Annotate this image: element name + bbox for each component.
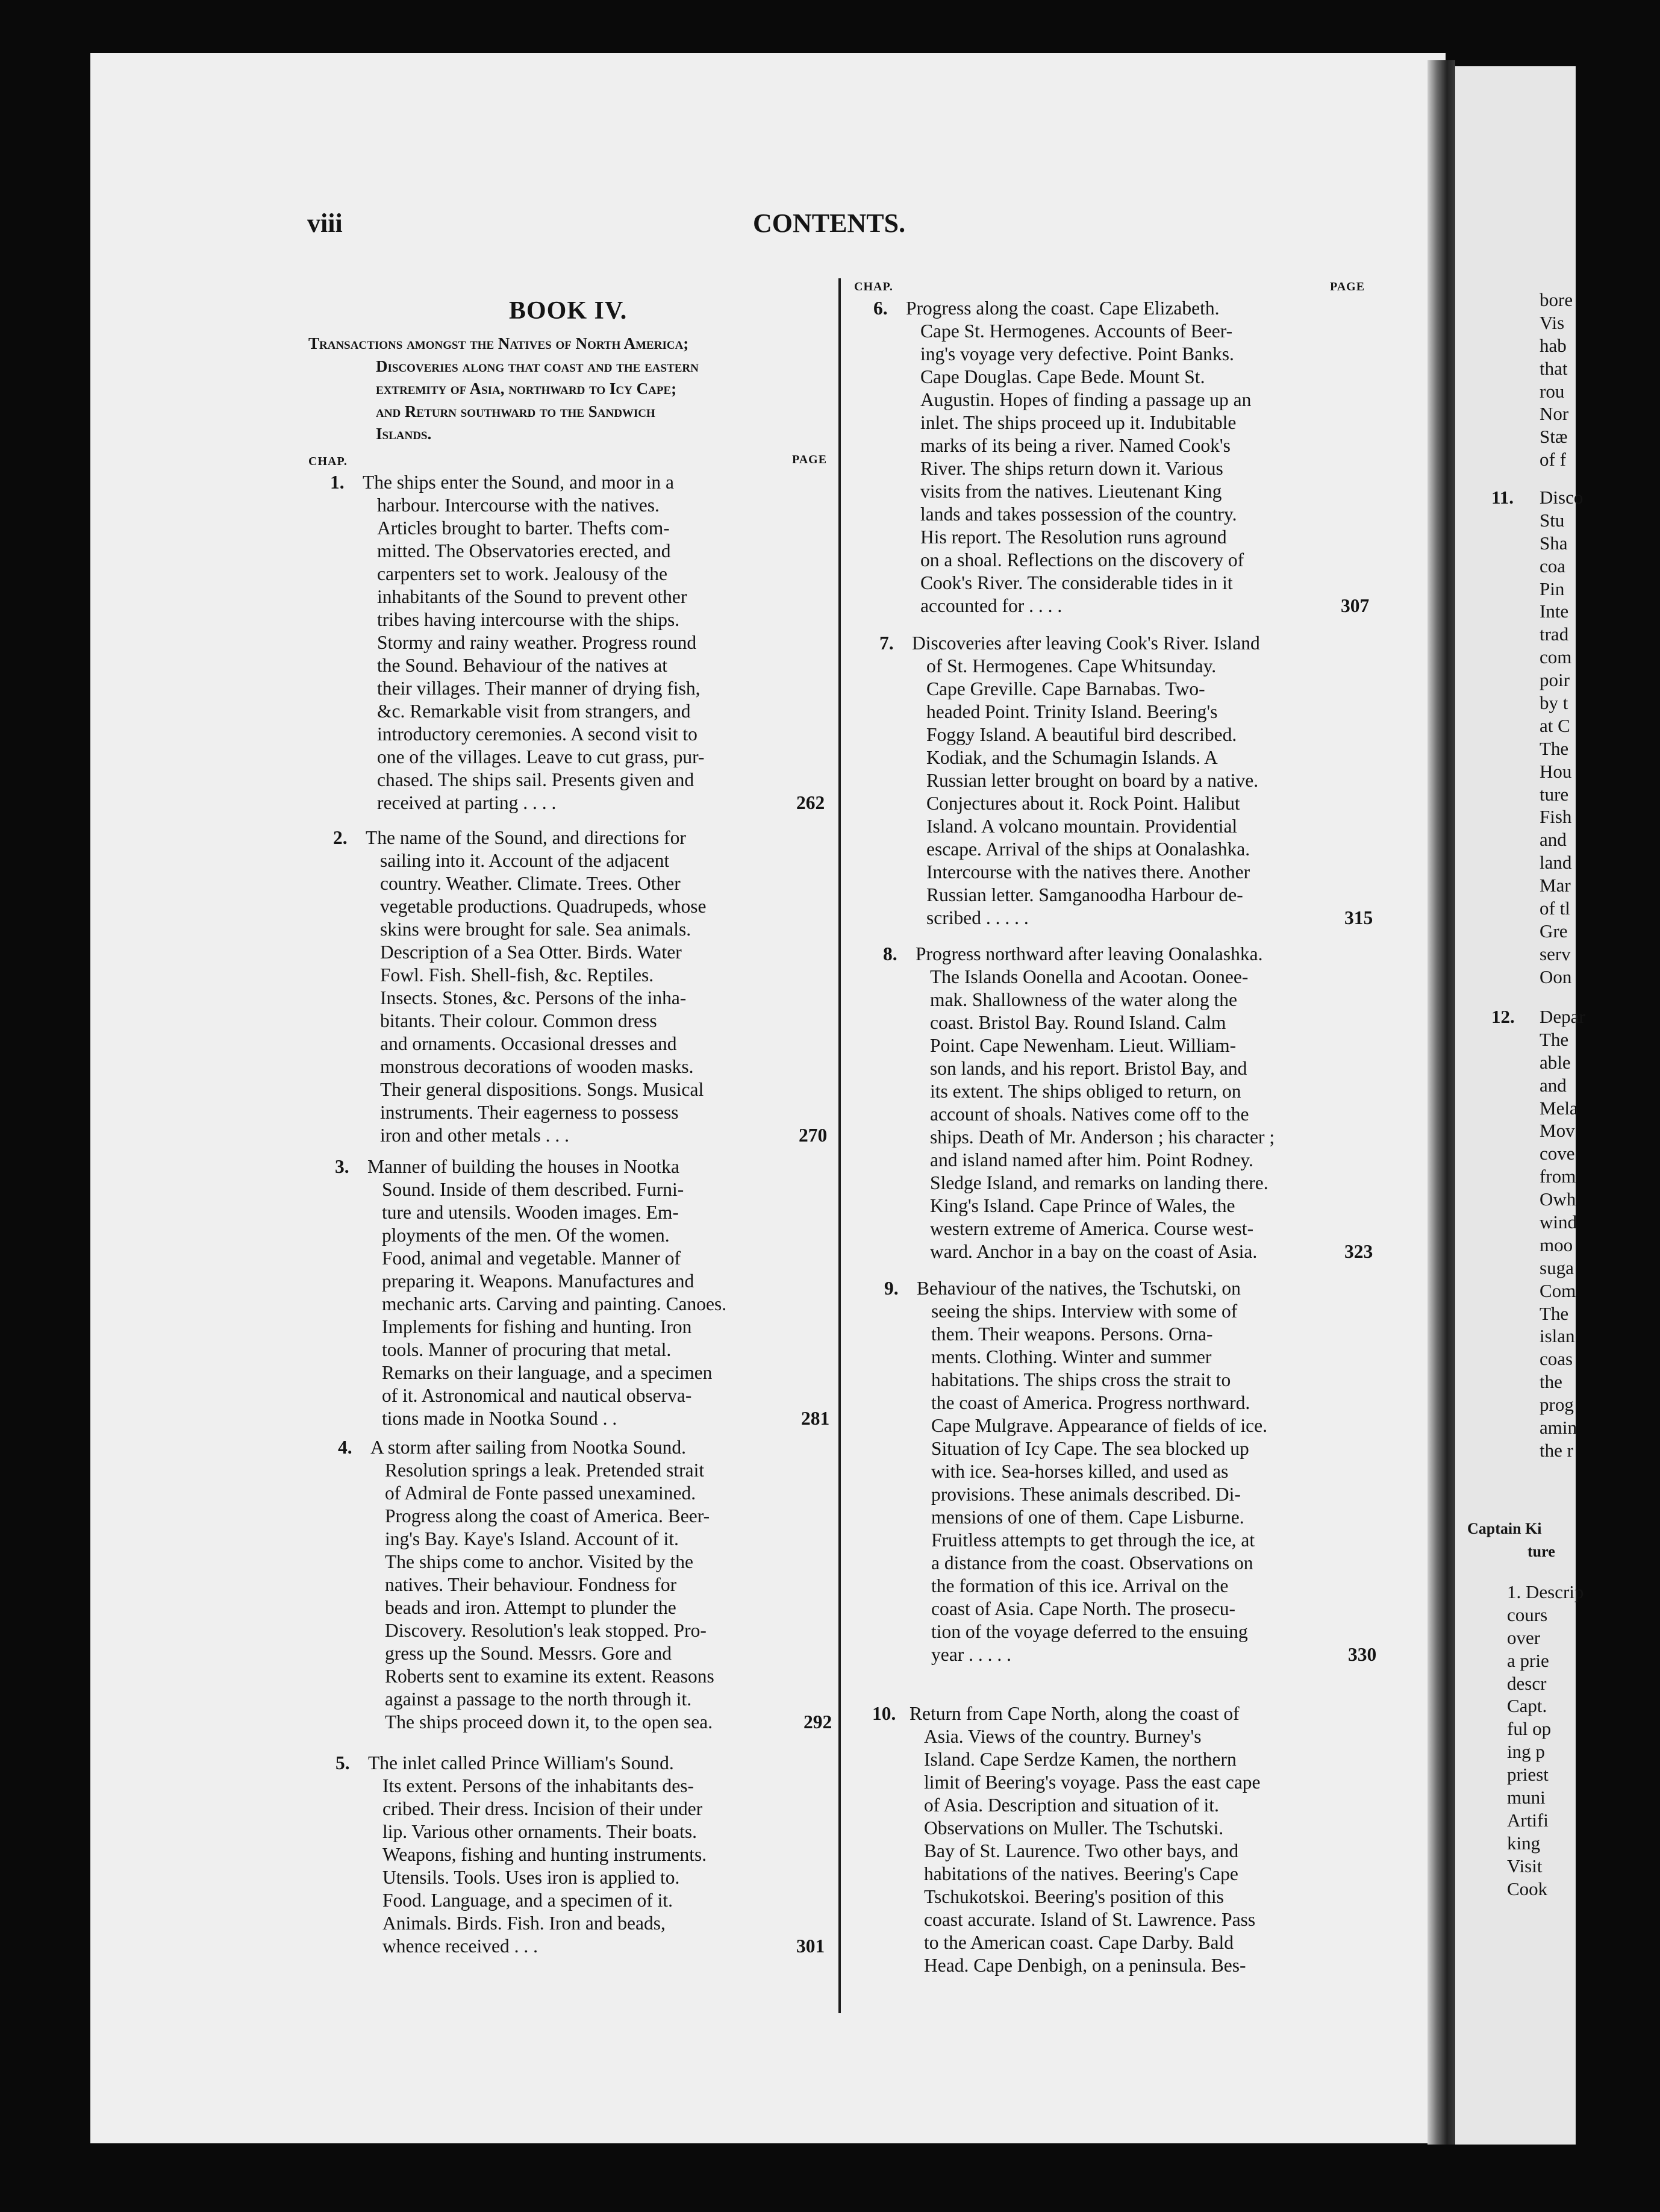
chapter-line: Sledge Island, and remarks on landing there. [930, 1172, 1268, 1193]
facing-page-line: trad [1540, 623, 1569, 645]
chapter-line: The ships come to anchor. Visited by the [385, 1551, 693, 1572]
chapter-line: carpenters set to work. Jealousy of the [377, 563, 667, 584]
chapter-line: Augustin. Hopes of finding a passage up an [920, 389, 1252, 410]
facing-chapter-number: 12. [1491, 1006, 1515, 1027]
chapter-line: Island. Cape Serdze Kamen, the northern [924, 1749, 1237, 1770]
chapter-line: Asia. Views of the country. Burney's [924, 1726, 1202, 1747]
column-divider [838, 278, 841, 2013]
facing-page-line: rou [1540, 380, 1565, 402]
facing-page-line: ture [1540, 783, 1569, 805]
chapter-line: Progress along the coast of America. Beer- [385, 1505, 710, 1526]
chapter-line: Stormy and rainy weather. Progress round [377, 632, 697, 653]
facing-page-line: descr [1507, 1672, 1547, 1694]
chapter-line: Cape Mulgrave. Appearance of fields of ice. [931, 1415, 1268, 1436]
chapter-line: escape. Arrival of the ships at Oonalashka. [926, 839, 1250, 860]
chapter-line: instruments. Their eagerness to possess [380, 1102, 679, 1123]
chapter-line: Cape St. Hermogenes. Accounts of Beer- [920, 320, 1233, 342]
chapter-line: Conjectures about it. Rock Point. Halibut [926, 793, 1240, 814]
chapter-line: received at parting . . . . [377, 792, 557, 813]
chapter-line: account of shoals. Natives come off to the [930, 1104, 1249, 1125]
chapter-line: and island named after him. Point Rodney. [930, 1149, 1253, 1170]
facing-page-text [1540, 487, 1660, 989]
chapter-line: beads and iron. Attempt to plunder the [385, 1597, 676, 1618]
chapter-line: &c. Remarkable visit from strangers, and [377, 701, 691, 722]
chapter-line: Manner of building the houses in Nootka [367, 1156, 679, 1177]
chapter-line: seeing the ships. Interview with some of [931, 1301, 1238, 1322]
chapter-line: Sound. Inside of them described. Furni- [382, 1179, 684, 1200]
book-description-line: Transactions amongst the Natives of North America; [308, 334, 689, 352]
facing-page-line: Artifi [1507, 1809, 1549, 1831]
facing-page-line: cours [1507, 1604, 1548, 1625]
chapter-line: western extreme of America. Course west- [930, 1218, 1254, 1239]
chapter-line: limit of Beering's voyage. Pass the east cape [924, 1772, 1261, 1793]
facing-page-heading [1467, 1518, 1588, 1564]
chapter-line: Description of a Sea Otter. Birds. Water [380, 942, 682, 963]
chapter-line: River. The ships return down it. Various [920, 458, 1223, 479]
facing-page-line: prog [1540, 1394, 1574, 1416]
facing-page-line: Oon [1540, 966, 1572, 987]
chapter-line: Fruitless attempts to get through the ice, at [931, 1529, 1255, 1551]
chapter-line: coast of Asia. Cape North. The prosecu- [931, 1598, 1236, 1619]
facing-page-line: Vis [1540, 311, 1565, 333]
chapter-page-number: 307 [1341, 595, 1370, 616]
facing-page-line: coa [1540, 555, 1566, 576]
chapter-line: ployments of the men. Of the women. [382, 1225, 670, 1246]
chapter-line: visits from the natives. Lieutenant King [920, 481, 1222, 502]
chapter-line: skins were brought for sale. Sea animals. [380, 919, 691, 940]
facing-page-line: a prie [1507, 1649, 1549, 1671]
chapter-line: tions made in Nootka Sound . . [382, 1408, 617, 1429]
chapter-number: 1. [330, 472, 345, 493]
chapter-line: Remarks on their language, and a specimen [382, 1362, 713, 1383]
facing-page-line: Inte [1540, 601, 1569, 622]
chapter-line: ments. Clothing. Winter and summer [931, 1346, 1212, 1367]
facing-page-line: Com [1540, 1279, 1576, 1301]
chapter-line: the Sound. Behaviour of the natives at [377, 655, 668, 676]
chapter-line: a distance from the coast. Observations on [931, 1552, 1253, 1573]
facing-page-line: Mela [1540, 1097, 1578, 1119]
chapter-line: King's Island. Cape Prince of Wales, the [930, 1195, 1235, 1216]
facing-page-line: ful op [1507, 1718, 1552, 1740]
chapter-page-number: 315 [1344, 907, 1373, 928]
chapter-line: the formation of this ice. Arrival on the [931, 1575, 1229, 1596]
chapter-line: to the American coast. Cape Darby. Bald [924, 1932, 1234, 1953]
chap-label-left: CHAP. [308, 455, 348, 468]
facing-page-line: Depar [1540, 1006, 1585, 1027]
chapter-line: lands and takes possession of the country. [920, 504, 1237, 525]
facing-page-line: com [1540, 646, 1572, 668]
chapter-line: lip. Various other ornaments. Their boats. [382, 1821, 697, 1842]
facing-page-line: able [1540, 1051, 1571, 1073]
chapter-line: Point. Cape Newenham. Lieut. William- [930, 1035, 1237, 1056]
chapter-line: iron and other metals . . . [380, 1125, 570, 1146]
chapter-line: The Islands Oonella and Acootan. Oonee- [930, 966, 1249, 987]
facing-page-line: Pin [1540, 578, 1565, 599]
chapter-line: Discoveries after leaving Cook's River. Island [912, 633, 1260, 654]
chapter-entry [338, 1436, 832, 1734]
chapter-line: The name of the Sound, and directions for [366, 827, 686, 848]
page-number: viii [307, 208, 343, 238]
chapter-line: Progress along the coast. Cape Elizabeth. [906, 298, 1220, 319]
chapter-line: of Asia. Description and situation of it. [924, 1795, 1219, 1816]
facing-page-line: ing p [1507, 1741, 1545, 1763]
chapter-entry [333, 826, 828, 1147]
chapter-line: mechanic arts. Carving and painting. Canoes. [382, 1293, 727, 1314]
chapter-line: the coast of America. Progress northward. [931, 1392, 1250, 1413]
chapter-line: habitations. The ships cross the strait to [931, 1369, 1231, 1390]
chapter-line: against a passage to the north through it. [385, 1689, 692, 1710]
chapter-line: coast. Bristol Bay. Round Island. Calm [930, 1012, 1226, 1033]
chapter-line: Head. Cape Denbigh, on a peninsula. Bes- [924, 1955, 1246, 1976]
chapter-line: Discovery. Resolution's leak stopped. Pro- [385, 1620, 707, 1641]
chapter-entry [883, 943, 1373, 1263]
chapter-line: Bay of St. Laurence. Two other bays, and [924, 1840, 1239, 1861]
facing-page-line: of tl [1540, 898, 1570, 919]
chapter-line: tribes having intercourse with the ships. [377, 609, 680, 630]
chapter-line: natives. Their behaviour. Fondness for [385, 1574, 677, 1595]
chapter-number: 3. [335, 1156, 349, 1177]
chapter-line: with ice. Sea-horses killed, and used as [931, 1461, 1229, 1482]
facing-page-line: 1. Descrip [1507, 1581, 1584, 1602]
chapter-line: their villages. Their manner of drying fish, [377, 678, 701, 699]
chapter-entry [879, 632, 1373, 929]
chapter-line: Progress northward after leaving Oonalashka. [916, 943, 1263, 964]
chapter-line: Observations on Muller. The Tschutski. [924, 1817, 1224, 1839]
chapter-line: A storm after sailing from Nootka Sound. [370, 1437, 687, 1458]
chapter-line: marks of its being a river. Named Cook's [920, 435, 1231, 456]
facing-page-line: The [1540, 1302, 1569, 1324]
chapter-line: inhabitants of the Sound to prevent other [377, 586, 687, 607]
chapter-line: its extent. The ships obliged to return, on [930, 1081, 1241, 1102]
facing-page-line: ture [1527, 1542, 1555, 1560]
facing-page-line: priest [1507, 1764, 1549, 1786]
chapter-line: Russian letter brought on board by a native. [926, 770, 1259, 791]
chapter-number: 9. [884, 1278, 899, 1299]
facing-page-line: over [1507, 1626, 1541, 1648]
page-label-left: PAGE [792, 453, 828, 466]
chapter-line: and ornaments. Occasional dresses and [380, 1033, 677, 1054]
chapter-line: bitants. Their colour. Common dress [380, 1010, 657, 1031]
facing-page-line: Gre [1540, 920, 1568, 942]
facing-page-line: Disco [1540, 487, 1584, 508]
facing-page-line: by t [1540, 692, 1568, 714]
chapter-line: chased. The ships sail. Presents given and [377, 769, 694, 790]
chapter-line: Articles brought to barter. Thefts com- [377, 517, 670, 539]
chapter-line: tion of the voyage deferred to the ensuing [931, 1621, 1248, 1642]
facing-page-line: Sha [1540, 532, 1568, 554]
facing-page-line: hab [1540, 334, 1567, 356]
chapter-page-number: 270 [799, 1125, 828, 1146]
chapter-line: Foggy Island. A beautiful bird described. [926, 724, 1237, 745]
book-description-line: extremity of Asia, northward to Icy Cape; [376, 380, 677, 398]
chapter-line: introductory ceremonies. A second visit to [377, 723, 697, 745]
facing-page-line: Stæ [1540, 426, 1568, 448]
chapter-line: Animals. Birds. Fish. Iron and beads, [382, 1913, 666, 1934]
chapter-line: headed Point. Trinity Island. Beering's [926, 701, 1218, 722]
chapter-line: monstrous decorations of wooden masks. [380, 1056, 694, 1077]
chapter-line: accounted for . . . . [920, 595, 1062, 616]
chapter-line: Tschukotskoi. Beering's position of this [924, 1886, 1224, 1907]
chapter-number: 6. [873, 298, 888, 319]
chapter-number: 7. [879, 633, 894, 654]
facing-page-line: islan [1540, 1325, 1575, 1347]
facing-page-line: Mar [1540, 875, 1571, 896]
facing-page-text [1540, 289, 1660, 472]
chapter-line: of St. Hermogenes. Cape Whitsunday. [926, 655, 1217, 676]
facing-page-line: Captain Ki [1467, 1520, 1542, 1537]
chapter-line: ships. Death of Mr. Anderson ; his character ; [930, 1126, 1275, 1148]
facing-page-line: The [1540, 737, 1569, 759]
chapter-line: year . . . . . [931, 1644, 1011, 1665]
chapter-page-number: 330 [1348, 1644, 1377, 1665]
facing-page-line: Fish [1540, 806, 1572, 828]
chapter-line: Roberts sent to examine its extent. Reasons [385, 1666, 714, 1687]
chapter-line: cribed. Their dress. Incision of their under [382, 1798, 703, 1819]
chapter-line: mensions of one of them. Cape Lisburne. [931, 1507, 1244, 1528]
facing-page-line: suga [1540, 1257, 1574, 1278]
facing-page-line: Nor [1540, 403, 1569, 425]
chapter-line: ing's voyage very defective. Point Banks. [920, 343, 1234, 364]
chapter-line: Weapons, fishing and hunting instruments. [382, 1844, 707, 1865]
chapter-line: Island. A volcano mountain. Providential [926, 816, 1238, 837]
chapter-page-number: 292 [803, 1711, 832, 1732]
book-title: BOOK IV. [509, 297, 628, 325]
chapter-entry [884, 1277, 1377, 1666]
facing-page-line: Visit [1507, 1855, 1543, 1876]
chapter-line: of it. Astronomical and nautical observa- [382, 1385, 692, 1406]
facing-page-line: The [1540, 1028, 1569, 1050]
chapter-line: ward. Anchor in a bay on the coast of Asia. [930, 1241, 1258, 1262]
book-description [308, 333, 832, 446]
facing-page-text [1540, 1006, 1660, 1463]
chapter-line: Russian letter. Samganoodha Harbour de- [926, 884, 1243, 905]
chapter-line: Food, animal and vegetable. Manner of [382, 1248, 681, 1269]
chapter-line: Kodiak, and the Schumagin Islands. A [926, 747, 1218, 768]
chapter-line: on a shoal. Reflections on the discovery of [920, 549, 1244, 570]
chapter-line: Fowl. Fish. Shell-fish, &c. Reptiles. [380, 964, 654, 986]
facing-page-line: king [1507, 1832, 1541, 1854]
chapter-line: mak. Shallowness of the water along the [930, 989, 1237, 1010]
chapter-entry [330, 471, 825, 814]
chapter-entry [335, 1752, 825, 1958]
facing-page-line: coas [1540, 1348, 1573, 1370]
facing-page-line: cove [1540, 1143, 1575, 1164]
book-description-line: and Return southward to the Sandwich [376, 402, 655, 420]
chapter-line: harbour. Intercourse with the natives. [377, 495, 660, 516]
page-label-right: PAGE [1330, 280, 1365, 293]
facing-page-line: moo [1540, 1234, 1573, 1255]
facing-page-line: amin [1540, 1417, 1577, 1439]
facing-page-line: Stu [1540, 509, 1565, 531]
facing-page-line: at C [1540, 714, 1570, 736]
chapter-line: whence received . . . [382, 1936, 538, 1957]
chapter-line: Implements for fishing and hunting. Iron [382, 1316, 692, 1337]
chapter-line: Cape Douglas. Cape Bede. Mount St. [920, 366, 1205, 387]
chapter-number: 10. [872, 1703, 896, 1724]
chapter-line: Return from Cape North, along the coast of [910, 1703, 1240, 1724]
facing-chapter-number: 11. [1491, 487, 1514, 508]
chapter-number: 4. [338, 1437, 352, 1458]
facing-page-line: from [1540, 1166, 1576, 1187]
chapter-line: scribed . . . . . [926, 907, 1029, 928]
chapter-line: Cook's River. The considerable tides in it [920, 572, 1233, 593]
chapter-line: habitations of the natives. Beering's Cape [924, 1863, 1238, 1884]
chap-label-right: CHAP. [854, 280, 893, 293]
chapter-line: provisions. These animals described. Di- [931, 1484, 1241, 1505]
chapter-number: 8. [883, 943, 897, 964]
chapter-line: tools. Manner of procuring that metal. [382, 1339, 672, 1360]
chapter-line: Food. Language, and a specimen of it. [382, 1890, 673, 1911]
facing-page-line: Capt. [1507, 1695, 1547, 1717]
book-spine [1428, 60, 1455, 2145]
chapter-page-number: 323 [1344, 1241, 1373, 1262]
page-title: CONTENTS. [753, 208, 906, 238]
chapter-line: His report. The Resolution runs aground [920, 526, 1227, 548]
chapter-page-number: 262 [796, 792, 825, 813]
chapter-line: son lands, and his report. Bristol Bay, and [930, 1058, 1247, 1079]
facing-page-line: and [1540, 829, 1567, 851]
facing-page-line: wind [1540, 1211, 1577, 1233]
chapter-line: country. Weather. Climate. Trees. Other [380, 873, 681, 894]
facing-page-text [1507, 1581, 1627, 1901]
chapter-line: Behaviour of the natives, the Tschutski, on [917, 1278, 1241, 1299]
chapter-line: of Admiral de Fonte passed unexamined. [385, 1482, 696, 1504]
facing-page-line: and [1540, 1074, 1567, 1096]
chapter-line: inlet. The ships proceed up it. Indubitable [920, 412, 1237, 433]
chapter-line: Utensils. Tools. Uses iron is applied to. [382, 1867, 680, 1888]
chapter-entry [873, 297, 1370, 617]
chapter-entry [872, 1702, 1341, 1977]
chapter-line: The ships enter the Sound, and moor in a [363, 472, 675, 493]
book-description-line: Discoveries along that coast and the eastern [376, 357, 699, 375]
facing-page [1455, 66, 1585, 2145]
chapter-number: 2. [333, 827, 348, 848]
chapter-line: Its extent. Persons of the inhabitants des- [382, 1775, 694, 1796]
chapter-line: vegetable productions. Quadrupeds, whose [380, 896, 707, 917]
chapter-line: Cape Greville. Cape Barnabas. Two- [926, 678, 1205, 699]
facing-page-line: the [1540, 1371, 1562, 1393]
facing-page-line: Cook [1507, 1878, 1548, 1899]
facing-page-line: muni [1507, 1787, 1546, 1808]
chapter-line: coast accurate. Island of St. Lawrence. Pass [924, 1909, 1256, 1930]
chapter-number: 5. [335, 1752, 350, 1773]
facing-page-line: serv [1540, 943, 1571, 964]
chapter-line: gress up the Sound. Messrs. Gore and [385, 1643, 672, 1664]
facing-page-line: poir [1540, 669, 1570, 691]
chapter-line: The ships proceed down it, to the open sea. [385, 1711, 713, 1732]
chapter-line: ture and utensils. Wooden images. Em- [382, 1202, 679, 1223]
chapter-line: Their general dispositions. Songs. Musical [380, 1079, 704, 1100]
facing-page-line: that [1540, 357, 1568, 379]
facing-page-line: land [1540, 852, 1572, 873]
chapter-line: Insects. Stones, &c. Persons of the inha- [380, 987, 687, 1008]
chapter-entry [335, 1155, 830, 1430]
chapter-line: sailing into it. Account of the adjacent [380, 850, 670, 871]
facing-page-line: Hou [1540, 760, 1572, 782]
chapter-line: ing's Bay. Kaye's Island. Account of it. [385, 1528, 679, 1549]
chapter-page-number: 301 [796, 1936, 825, 1957]
chapter-line: Situation of Icy Cape. The sea blocked up [931, 1438, 1249, 1459]
facing-page-line: Owh [1540, 1189, 1576, 1210]
chapter-page-number: 281 [801, 1408, 830, 1429]
chapter-line: mitted. The Observatories erected, and [377, 540, 671, 561]
chapter-line: The inlet called Prince William's Sound. [368, 1752, 674, 1773]
chapter-line: Intercourse with the natives there. Another [926, 861, 1250, 883]
chapter-line: preparing it. Weapons. Manufactures and [382, 1270, 694, 1292]
chapter-line: Resolution springs a leak. Pretended strait [385, 1460, 705, 1481]
facing-page-line: the r [1540, 1439, 1573, 1461]
chapter-line: one of the villages. Leave to cut grass, pur- [377, 746, 705, 767]
facing-page-line: bore [1540, 289, 1573, 310]
facing-page-line: Mov [1540, 1120, 1575, 1142]
chapter-line: them. Their weapons. Persons. Orna- [931, 1323, 1213, 1345]
book-description-line: Islands. [376, 425, 432, 443]
facing-page-line: of f [1540, 449, 1566, 470]
